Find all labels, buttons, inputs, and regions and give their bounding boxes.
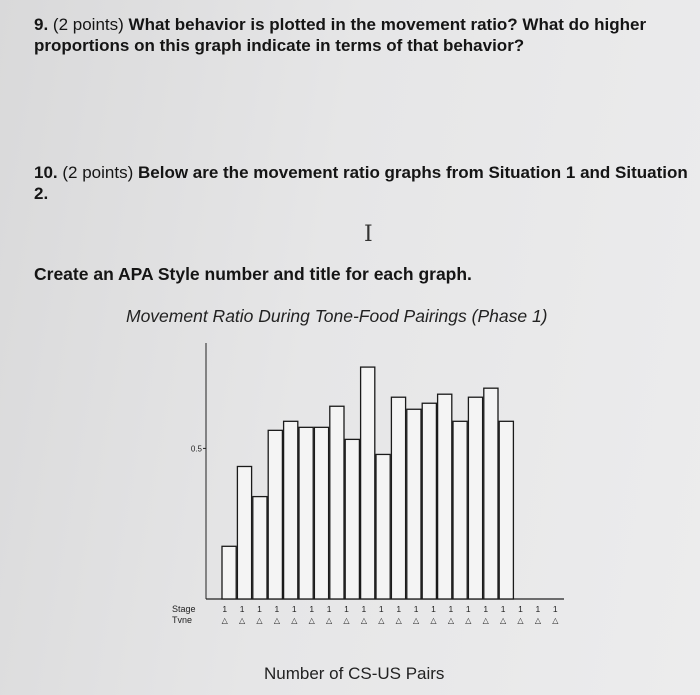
type-label: △ xyxy=(291,616,298,625)
movement-ratio-chart xyxy=(160,335,580,645)
stage-label: 1 xyxy=(413,604,419,614)
bar xyxy=(222,546,236,599)
bar xyxy=(438,394,452,599)
type-label: △ xyxy=(552,616,559,625)
bar xyxy=(453,421,467,599)
stage-label: 1 xyxy=(309,604,315,614)
stage-label: 1 xyxy=(239,604,245,614)
stage-label: 1 xyxy=(500,604,506,614)
stage-label: 1 xyxy=(378,604,384,614)
stage-label: 1 xyxy=(448,604,454,614)
stage-label: 1 xyxy=(552,604,558,614)
type-label: △ xyxy=(517,616,524,625)
type-label: △ xyxy=(360,616,367,625)
type-label: △ xyxy=(343,616,350,625)
type-label: △ xyxy=(326,616,333,625)
bar xyxy=(299,427,313,599)
row-label-stage: Stage xyxy=(172,604,196,614)
question-10-text: Below are the movement ratio graphs from Situation 1 and Situation 2. xyxy=(34,163,688,203)
type-label: △ xyxy=(256,616,263,625)
bar xyxy=(391,397,405,599)
bar xyxy=(330,406,344,599)
type-label: △ xyxy=(500,616,507,625)
bar xyxy=(484,388,498,599)
type-label: △ xyxy=(534,616,541,625)
type-label: △ xyxy=(239,616,246,625)
question-10-points: (2 points) xyxy=(62,163,134,182)
stage-label: 1 xyxy=(431,604,436,614)
graph-title: Movement Ratio During Tone-Food Pairings (Phase 1) xyxy=(126,306,548,326)
type-label: △ xyxy=(273,616,280,625)
row-label-type: Tvne xyxy=(172,615,193,625)
stage-label: 1 xyxy=(257,604,262,614)
type-label: △ xyxy=(413,616,420,625)
question-10-number: 10. xyxy=(34,163,58,182)
bar xyxy=(361,367,375,599)
bar xyxy=(499,421,513,599)
stage-label: 1 xyxy=(344,604,349,614)
stage-label: 1 xyxy=(396,604,402,614)
type-label: △ xyxy=(395,616,402,625)
stage-label: 1 xyxy=(535,604,541,614)
bar xyxy=(237,466,251,599)
question-9-text: What behavior is plotted in the movement ratio? What do higher proportions on this graph indicate in terms of that behavior? xyxy=(34,15,647,55)
question-10-instruction: Create an APA Style number and title for each graph. xyxy=(34,264,472,284)
stage-label: 1 xyxy=(465,604,471,614)
bar xyxy=(376,454,390,599)
stage-label: 1 xyxy=(518,604,523,614)
stage-label: 1 xyxy=(483,604,489,614)
question-10 xyxy=(34,162,694,204)
bar xyxy=(253,497,267,599)
question-9-points: (2 points) xyxy=(52,15,124,34)
x-axis-label: Number of CS-US Pairs xyxy=(264,664,445,683)
bar xyxy=(284,421,298,599)
stage-label: 1 xyxy=(274,604,280,614)
stage-label: 1 xyxy=(326,604,332,614)
stage-label: 1 xyxy=(361,604,367,614)
stage-label: 1 xyxy=(222,604,228,614)
bar xyxy=(422,403,436,599)
type-label: △ xyxy=(447,616,454,625)
type-label: △ xyxy=(430,616,437,625)
bar xyxy=(407,409,421,599)
question-9 xyxy=(34,14,694,56)
type-label: △ xyxy=(308,616,315,625)
question-9-number: 9. xyxy=(34,15,49,34)
type-label: △ xyxy=(482,616,489,625)
text-cursor-icon: I xyxy=(364,222,373,247)
bar xyxy=(314,427,328,599)
type-label: △ xyxy=(221,616,228,625)
bar xyxy=(468,397,482,599)
bar xyxy=(345,439,359,599)
y-tick-label: 0.5 xyxy=(190,444,202,454)
type-label: △ xyxy=(378,616,385,625)
type-label: △ xyxy=(465,616,472,625)
stage-label: 1 xyxy=(291,604,297,614)
bar xyxy=(268,430,282,599)
